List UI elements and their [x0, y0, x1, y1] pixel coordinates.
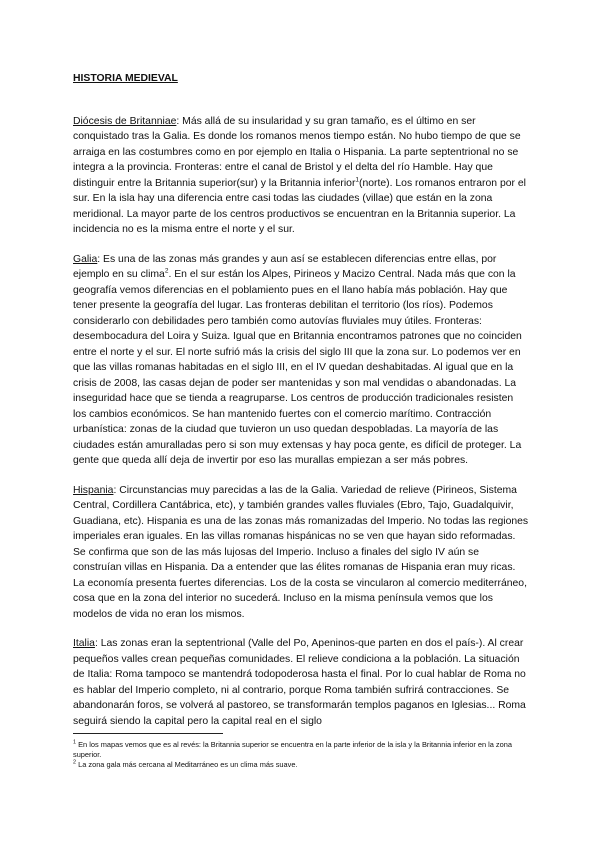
section-heading: Galia — [73, 253, 98, 265]
section-hispania — [73, 483, 529, 623]
footnote-text: La zona gala más cercana al Meditarráneo es un clima más suave. — [76, 760, 298, 769]
document-title: HISTORIA MEDIEVAL — [73, 73, 178, 84]
footnote-ref[interactable]: 2 — [164, 267, 169, 275]
footnote-text: En los mapas vemos que es al revés: la Britannia superior se encuentra en la parte inferior de la isla y la Britannia inferior en la zona superior. — [73, 740, 512, 759]
footnote-number: 2 — [73, 759, 77, 766]
footnote-1 — [73, 740, 529, 760]
section-galia — [73, 252, 529, 469]
section-text: : Más allá de su insularidad y su gran tamaño, es el último en ser conquistado tras la Galia. Es donde los romanos menos tiempo están. No hubo tiempo de que se arraiga en las costumbres como en por ejemplo en Italia o Hispania. La parte septentrional no se integra a la provincia. Fronteras: entre el canal de Bristol y el delta del río Hamble. Hay que distinguir entre la Britannia superior(sur) y la Britannia inferior — [73, 115, 521, 189]
section-text: (norte). Los romanos entraron por el sur. En la isla hay una diferencia entre casi todas las ciudades (villae) que están en la zona meridional. La mayor parte de los centros productivos se encuentran en la Britannia superior. La incidencia no es la misma entre el norte y el sur. — [73, 177, 526, 235]
footnote-number: 1 — [73, 739, 77, 746]
section-text: : Las zonas eran la septentrional (Valle del Po, Apeninos-que parten en dos el país-). Al crear pequeños valles crean pequeñas comunidades. El relieve condiciona a la población. La situación de Italia: Roma tampoco se mantendrá todopoderosa hasta el final. Por lo cual hablar de Roma no es hablar del Imperio completo, ni al contrario, porque Roma también sufrirá contracciones. Se abandonarán foros, se volverá al pastoreo, se transformarán templos paganos en Iglesias... Roma seguirá siendo la capital pero la capital real en el siglo — [73, 638, 526, 727]
footnote-divider — [73, 733, 223, 734]
section-text: : Circunstancias muy parecidas a las de la Galia. Variedad de relieve (Pirineos, Sistema Central, Cordillera Cantábrica, etc), y también grandes valles fluviales (Ebro, Tajo, Guadalquivir, Guadiana, etc). Hispania es una de las zonas más romanizadas del Imperio. No todas las regiones imperiales eran iguales. En las villas romanas hispánicas no se ven que hayan sido reformadas. Se confirma que son de las más lujosas del Imperio. Incluso a finales del siglo IV aún se construían villas en Hispania. Da a entender que las élites romanas de Hispania eran muy ricas. La economía presenta fuertes diferencias. Los de la costa se vincularon al comercio mediterráneo, cosa que en la zona del interior no sucederá. Incluso en la misma península vemos que los modelos de vida no eran los mismos. — [73, 484, 529, 620]
footnote-2 — [73, 760, 529, 770]
footnote-ref[interactable]: 1 — [355, 176, 360, 184]
section-italia — [73, 636, 529, 729]
footnotes — [73, 733, 529, 770]
section-heading: Italia — [73, 638, 95, 649]
section-heading: Diócesis de Britanniae — [73, 115, 177, 127]
section-britannia — [73, 114, 529, 238]
document-body — [73, 71, 529, 743]
section-text: . En el sur están los Alpes, Pirineos y Macizo Central. Nada más que con la geografía vemos diferencias en el poblamiento pues en el llano había más población. Hay que tener presente la geografía del lugar. Las fronteras debilitan el territorio (los ríos). Podemos considerarlo con debilidades pero también como autovías fluviales muy útiles. Fronteras: desembocadura del Loira y Suiza. Igual que en Britannia encontramos patrones que no coinciden entre el norte y el sur. El norte sufrió más la crisis del siglo III que la zona sur. Lo podemos ver en que las villas romanas habitadas en el siglo III, en el IV quedan deshabitadas. Al igual que en la crisis de 2008, las casas dejan de poder ser mantenidas y son mal vendidas o abandonadas. La inseguridad hace que se tienda a reagruparse. Los centros de producción tradicionales resisten los cambios económicos. Se han mantenido fuertes con el comercio marítimo. Contracción urbanística: zonas de la ciudad que tuvieron un uso quedan despobladas. La mayoría de las ciudades están amuralladas pero si son muy extensas y hay poca gente, es difícil de proteger. La gente que queda allí deja de invertir por eso las murallas empiezan a ser más pobres. — [73, 269, 522, 466]
section-text: : Es una de las zonas más grandes y aun así se establecen diferencias entre ellas, por ejemplo en su clima — [73, 253, 497, 280]
section-heading: Hispania — [73, 484, 114, 496]
